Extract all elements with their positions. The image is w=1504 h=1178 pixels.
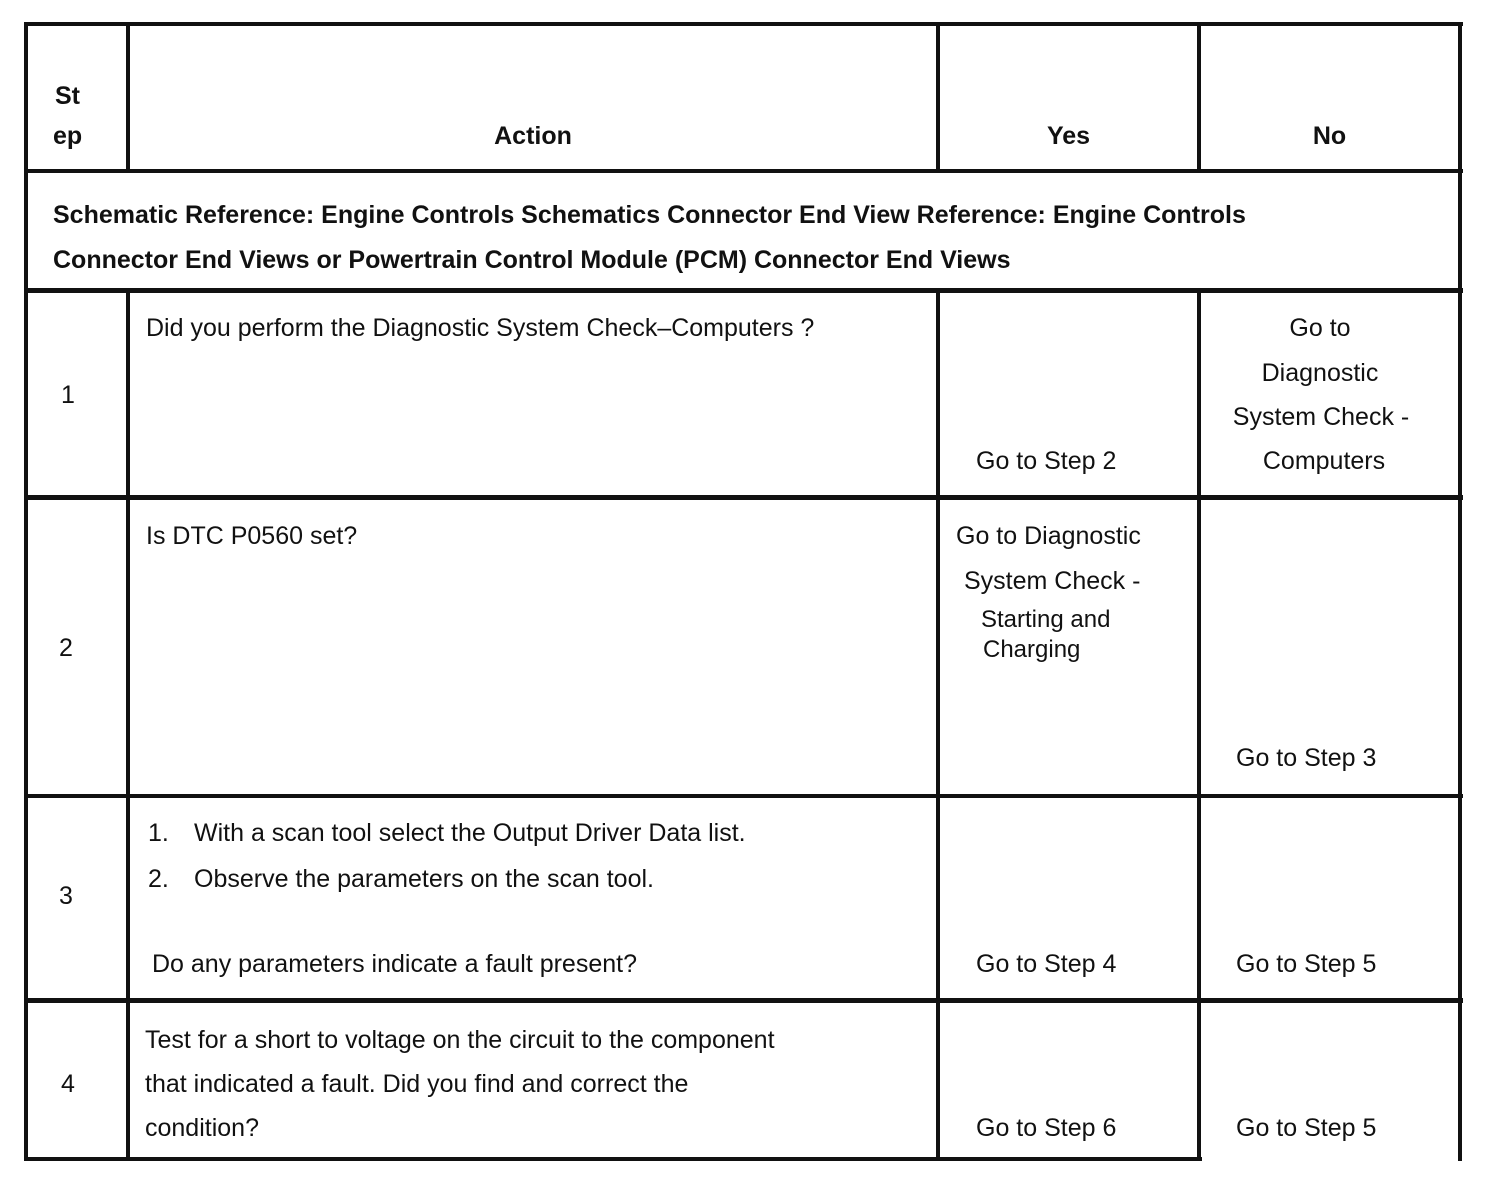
header-yes: Yes	[1046, 122, 1091, 150]
table-border-left	[24, 22, 28, 1161]
row-divider-2	[24, 794, 1463, 798]
action-text: Is DTC P0560 set?	[146, 522, 358, 550]
list-item	[148, 810, 746, 856]
action-text: Did you perform the Diagnostic System Check–Computers ?	[146, 314, 815, 342]
no-result-line: Computers	[1262, 447, 1386, 475]
header-no: No	[1312, 122, 1347, 150]
reference-divider	[24, 288, 1463, 293]
header-step-line2: ep	[53, 122, 83, 150]
yes-result-line: Go to Diagnostic	[956, 522, 1141, 550]
no-result-line: System Check -	[1232, 403, 1410, 431]
no-result: Go to Step 5	[1236, 1114, 1377, 1142]
yes-result: Go to Step 4	[976, 950, 1117, 978]
list-item-number: 1.	[148, 819, 169, 847]
list-item-text: Observe the parameters on the scan tool.	[194, 865, 654, 893]
list-item-text: With a scan tool select the Output Driver Data list.	[194, 819, 746, 847]
header-action: Action	[494, 122, 572, 150]
table-border-top	[24, 22, 1463, 26]
step-number: 4	[61, 1070, 75, 1098]
yes-result-line: Charging	[983, 636, 1081, 663]
row-divider-3	[24, 998, 1463, 1003]
action-question: Do any parameters indicate a fault present?	[152, 950, 637, 978]
header-divider	[24, 169, 1463, 173]
action-text-line: that indicated a fault. Did you find and correct the	[145, 1070, 689, 1098]
col-divider-yes	[936, 288, 940, 1161]
yes-result: Go to Step 6	[976, 1114, 1117, 1142]
step-number: 2	[59, 634, 73, 662]
no-result: Go to Step 3	[1236, 744, 1377, 772]
yes-result: Go to Step 2	[976, 447, 1117, 475]
yes-result-line: Starting and	[981, 606, 1111, 633]
action-text-line: condition?	[145, 1114, 259, 1142]
action-text-line: Test for a short to voltage on the circuit to the component	[145, 1026, 775, 1054]
step-number: 3	[59, 882, 73, 910]
schematic-reference-line2: Connector End Views or Powertrain Control Module (PCM) Connector End Views	[53, 246, 1011, 274]
header-step-line1: St	[55, 82, 80, 110]
action-steps-list	[148, 810, 746, 902]
step-number: 1	[61, 381, 75, 409]
schematic-reference-line1: Schematic Reference: Engine Controls Schematics Connector End View Reference: Engine Controls	[53, 201, 1246, 229]
list-item-number: 2.	[148, 865, 169, 893]
table-border-bottom	[24, 1157, 1202, 1161]
no-result-line: Go to	[1289, 314, 1351, 342]
no-result: Go to Step 5	[1236, 950, 1377, 978]
table-border-right	[1458, 22, 1462, 1161]
row-divider-1	[24, 495, 1463, 500]
col-divider-step	[126, 288, 130, 1161]
no-result-line: Diagnostic	[1261, 359, 1379, 387]
yes-result-line: System Check -	[964, 567, 1141, 595]
list-item	[148, 856, 746, 902]
